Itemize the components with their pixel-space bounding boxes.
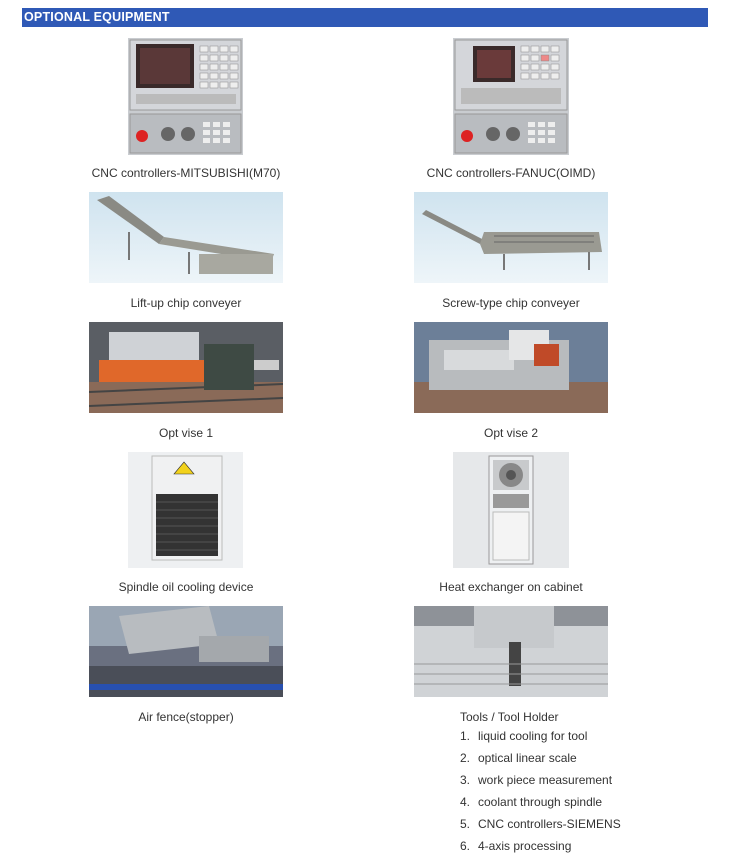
item-caption: CNC controllers-FANUC(OIMD) bbox=[426, 166, 596, 180]
opt-vise-2-photo bbox=[414, 322, 608, 413]
fanuc-controller-photo bbox=[453, 38, 569, 155]
item-caption: Opt vise 1 bbox=[158, 426, 214, 440]
item-caption: Lift-up chip conveyer bbox=[130, 296, 242, 310]
item-caption: Heat exchanger on cabinet bbox=[439, 580, 583, 594]
item-caption: Spindle oil cooling device bbox=[118, 580, 254, 594]
section-header bbox=[22, 8, 708, 27]
opt-vise-1-photo bbox=[89, 322, 283, 413]
list-item: 6. 4-axis processing bbox=[460, 839, 572, 853]
item-caption: Screw-type chip conveyer bbox=[442, 296, 580, 310]
heat-exchanger-photo bbox=[453, 452, 569, 568]
lift-up-conveyer-photo bbox=[89, 192, 283, 283]
list-item: 1. liquid cooling for tool bbox=[460, 729, 588, 743]
list-item: 3. work piece measurement bbox=[460, 773, 613, 787]
list-item: 5. CNC controllers-SIEMENS bbox=[460, 817, 621, 831]
section-title: OPTIONAL EQUIPMENT bbox=[24, 10, 170, 24]
spindle-oil-cooler-photo bbox=[128, 452, 243, 568]
item-caption: Tools / Tool Holder bbox=[460, 710, 559, 724]
item-caption: Opt vise 2 bbox=[483, 426, 539, 440]
list-item: 2. optical linear scale bbox=[460, 751, 577, 765]
list-item: 4. coolant through spindle bbox=[460, 795, 603, 809]
item-caption: Air fence(stopper) bbox=[138, 710, 234, 724]
tool-holder-photo bbox=[414, 606, 608, 697]
air-fence-photo bbox=[89, 606, 283, 697]
mitsubishi-controller-photo bbox=[128, 38, 243, 155]
screw-type-conveyer-photo bbox=[414, 192, 608, 283]
tools-options-list bbox=[460, 729, 621, 861]
item-caption: CNC controllers-MITSUBISHI(M70) bbox=[91, 166, 281, 180]
